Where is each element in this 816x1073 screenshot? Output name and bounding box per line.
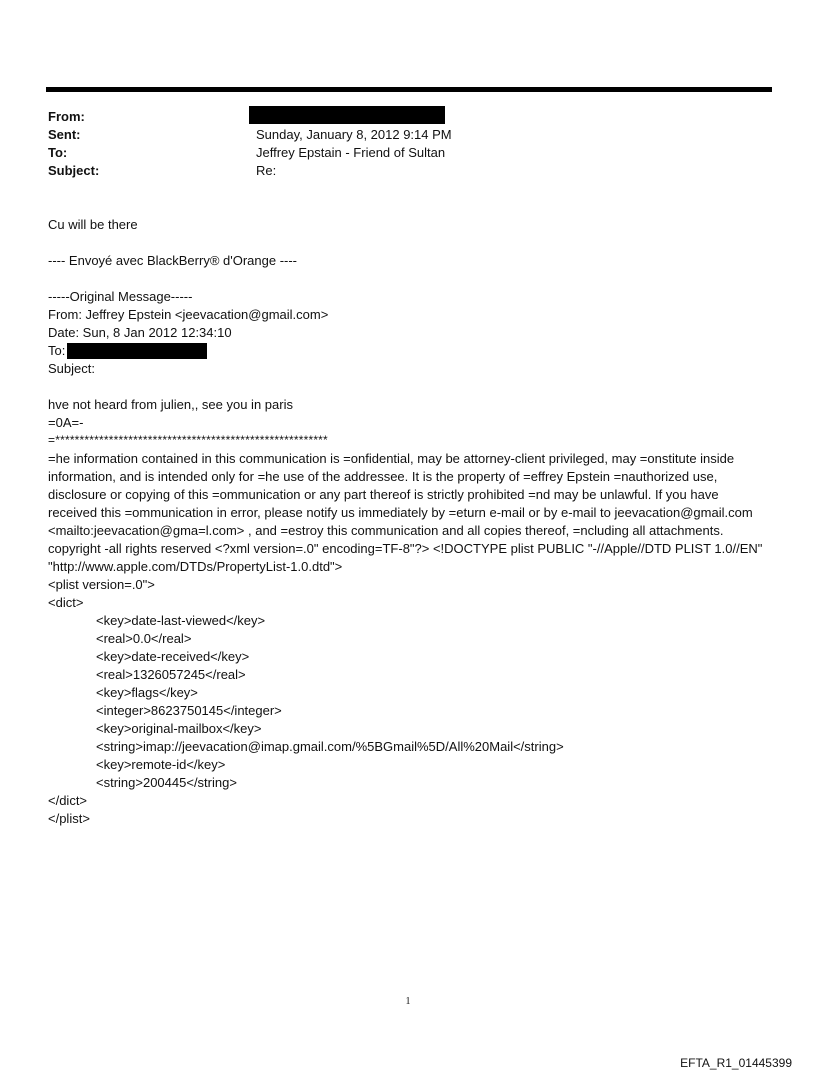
redaction-from bbox=[249, 106, 445, 124]
redaction-to bbox=[67, 343, 207, 359]
sent-label: Sent: bbox=[48, 127, 81, 142]
sent-value: Sunday, January 8, 2012 9:14 PM bbox=[256, 127, 452, 142]
reply-line: Cu will be there bbox=[48, 217, 138, 232]
signature-line: ---- Envoyé avec BlackBerry® d'Orange ---- bbox=[48, 253, 298, 268]
to-label: To: bbox=[48, 145, 68, 160]
plist-line: <string>imap://jeevacation@imap.gmail.com/%5BGmail%5D/All%20Mail</string> bbox=[96, 739, 564, 754]
plist-line: <string>200445</string> bbox=[96, 775, 237, 790]
plist-line: <real>1326057245</real> bbox=[96, 667, 246, 682]
original-to-label: To: bbox=[48, 343, 66, 358]
to-value: Jeffrey Epstain - Friend of Sultan bbox=[256, 145, 446, 160]
plist-open: <plist version=.0"> bbox=[48, 577, 155, 592]
message-text: hve not heard from julien,, see you in paris bbox=[48, 397, 293, 412]
original-from: From: Jeffrey Epstein <jeevacation@gmail.com> bbox=[48, 307, 329, 322]
plist-line: <key>remote-id</key> bbox=[96, 757, 226, 772]
header-rule bbox=[46, 87, 772, 92]
plist-line: <key>date-last-viewed</key> bbox=[96, 613, 266, 628]
plist-line: <real>0.0</real> bbox=[96, 631, 192, 646]
dict-open: <dict> bbox=[48, 595, 84, 610]
plist-line: <key>date-received</key> bbox=[96, 649, 250, 664]
encoded-line: =0A=- bbox=[48, 415, 84, 430]
dict-close: </dict> bbox=[48, 793, 88, 808]
subject-label: Subject: bbox=[48, 163, 100, 178]
original-date: Date: Sun, 8 Jan 2012 12:34:10 bbox=[48, 325, 232, 340]
plist-line: <key>original-mailbox</key> bbox=[96, 721, 262, 736]
plist-close: </plist> bbox=[48, 811, 90, 826]
page-number: 1 bbox=[405, 996, 411, 1007]
from-label: From: bbox=[48, 109, 85, 124]
original-subject: Subject: bbox=[48, 361, 95, 376]
separator-stars: =******************************************************** bbox=[48, 433, 328, 447]
plist-line: <key>flags</key> bbox=[96, 685, 198, 700]
plist-line: <integer>8623750145</integer> bbox=[96, 703, 282, 718]
original-message-marker: -----Original Message----- bbox=[48, 289, 193, 304]
bates-number: EFTA_R1_01445399 bbox=[680, 1056, 792, 1070]
subject-value: Re: bbox=[256, 163, 277, 178]
disclaimer-paragraph: =he information contained in this communication is =onfidential, may be attorney-client privileged, may =onstitute inside information, and is intended only for =he use of the addressee. It is the property of =effrey Epstein =nauthorized use, disclosure or copying of this =ommunication or any part thereof is strictly prohibited =nd may be unlawful. If you have received this =ommunication in error, please notify us immediately by =eturn e-mail or by e-mail to jeevacation@gmail.com <mailto:jeevacation@gma=l.com> , and =estroy this communication and all copies thereof, =ncluding all attachments. copyright -all rights reserved <?xml version=.0" encoding=TF-8"?> <!DOCTYPE plist PUBLIC "-//Apple//DTD PLIST 1.0//EN" "http://www.apple.com/DTDs/PropertyList-1.0.dtd"> bbox=[48, 451, 763, 574]
